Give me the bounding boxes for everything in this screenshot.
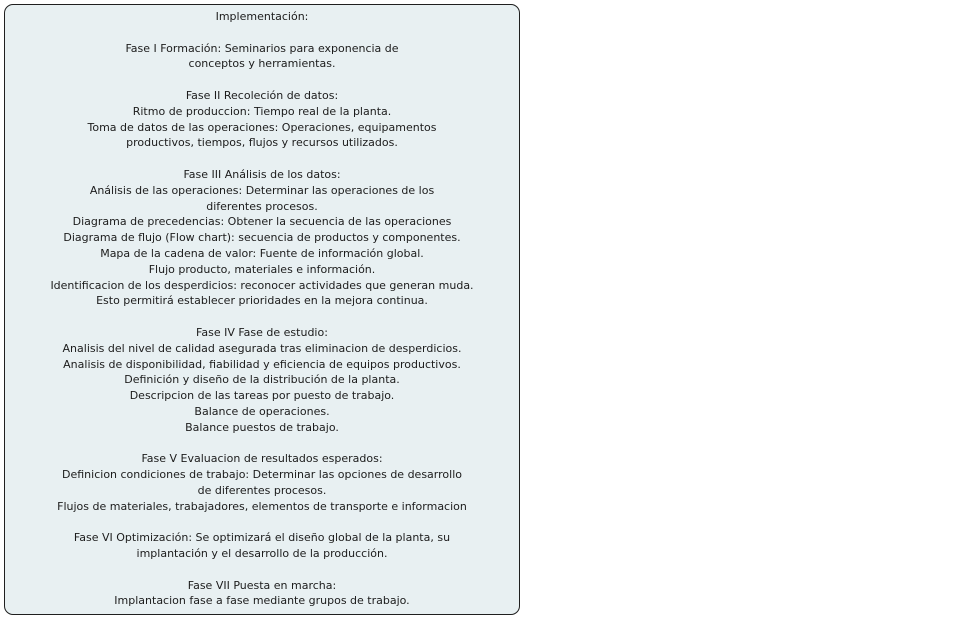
text-line: Analisis del nivel de calidad asegurada tras eliminacion de desperdicios. <box>62 341 462 355</box>
text-line: Flujo producto, materiales e información. <box>148 262 376 276</box>
text-line: Fase VII Puesta en marcha: <box>187 578 337 592</box>
panel-title: Implementación: <box>215 10 309 23</box>
text-line: Ritmo de produccion: Tiempo real de la planta. <box>132 104 392 118</box>
text-line: diferentes procesos. <box>206 199 318 213</box>
text-line: Diagrama de precedencias: Obtener la secuencia de las operaciones <box>72 215 452 229</box>
text-line: Toma de datos de las operaciones: Operaciones, equipamentos <box>87 120 437 134</box>
phase-section <box>5 167 519 309</box>
text-line: Identificacion de los desperdicios: reconocer actividades que generan muda. <box>50 278 474 292</box>
text-line: Flujos de materiales, trabajadores, elementos de transporte e informacion <box>57 499 467 513</box>
text-line: Fase III Análisis de los datos: <box>183 167 341 181</box>
text-line: Mapa de la cadena de valor: Fuente de información global. <box>100 246 424 260</box>
phase-section <box>5 578 519 610</box>
text-line: Implantacion fase a fase mediante grupos de trabajo. <box>114 594 410 608</box>
text-line: Definición y diseño de la distribución de la planta. <box>124 373 400 387</box>
text-line: Análisis de las operaciones: Determinar las operaciones de los <box>89 183 435 197</box>
text-line: Fase I Formación: Seminarios para exponencia de <box>125 41 399 55</box>
text-line: Analisis de disponibilidad, fiabilidad y eficiencia de equipos productivos. <box>63 357 461 371</box>
phase-section <box>5 530 519 562</box>
text-line: Fase V Evaluacion de resultados esperados: <box>141 452 383 466</box>
text-line: Descripcion de las tareas por puesto de trabajo. <box>129 389 395 403</box>
text-line: productivos, tiempos, flujos y recursos utilizados. <box>126 136 398 150</box>
text-line: Fase II Recoleción de datos: <box>185 88 339 102</box>
text-line: Fase IV Fase de estudio: <box>196 325 328 339</box>
text-line: conceptos y herramientas. <box>188 57 336 71</box>
text-line: Fase VI Optimización: Se optimizará el diseño global de la planta, su <box>73 531 451 545</box>
text-line: Diagrama de flujo (Flow chart): secuencia de productos y componentes. <box>63 231 461 245</box>
phase-section <box>5 325 519 436</box>
text-line: Definicion condiciones de trabajo: Determinar las opciones de desarrollo <box>62 468 462 482</box>
text-line: de diferentes procesos. <box>197 483 327 497</box>
text-line: implantación y el desarrollo de la producción. <box>136 547 388 561</box>
implementation-panel <box>4 4 520 615</box>
sections <box>5 41 519 610</box>
text-line: Balance puestos de trabajo. <box>185 420 339 434</box>
phase-section <box>5 451 519 514</box>
phase-section <box>5 88 519 151</box>
text-line: Balance de operaciones. <box>194 404 330 418</box>
text-line: Esto permitirá establecer prioridades en la mejora continua. <box>96 294 428 308</box>
phase-section <box>5 41 519 73</box>
